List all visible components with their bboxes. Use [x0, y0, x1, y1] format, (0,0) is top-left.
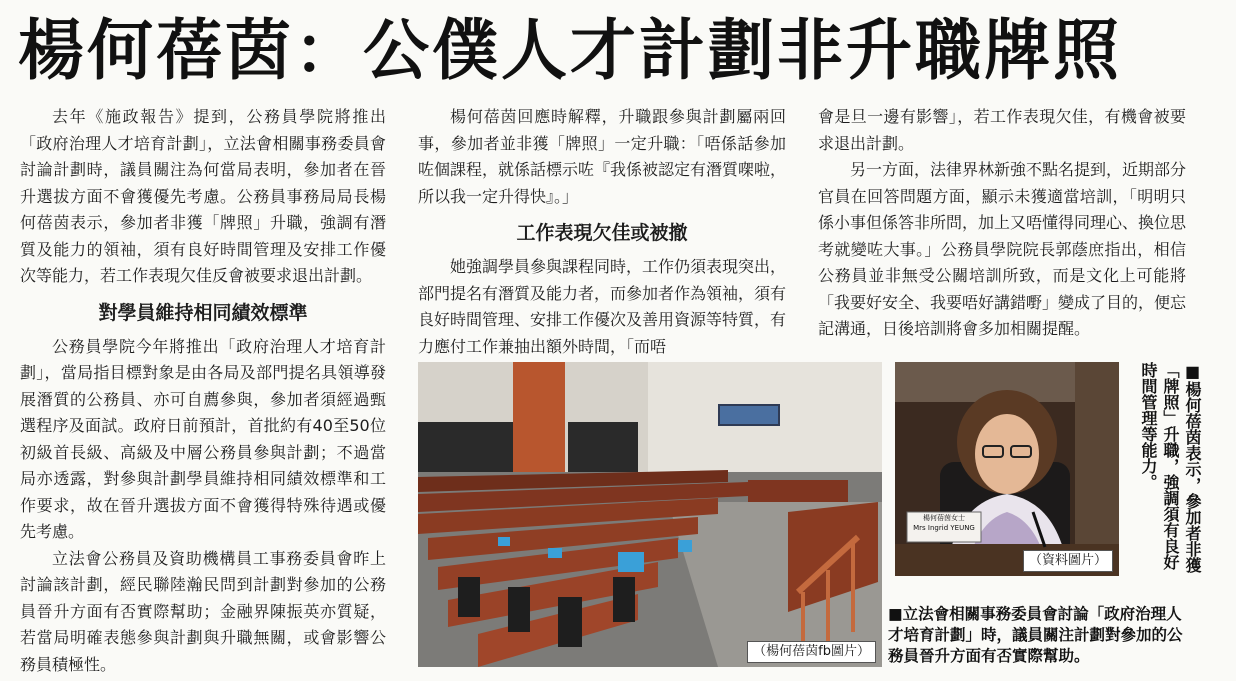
- paragraph: 去年《施政報告》提到，公務員學院將推出「政府治理人才培育計劃」，立法會相關事務委員會討論計劃時，議員關注為何當局表明，參加者在晉升選拔方面不會獲優先考慮。公務員事務局局長楊何蓓茵表示，參加者非獲「牌照」升職，強調有潛質及能力的領袖，須有良好時間管理及安排工作優次等能力，若工作表現欠佳反會被要求退出計劃。: [20, 107, 386, 285]
- nameplate-chinese: 楊何蓓茵女士: [923, 514, 965, 522]
- article-column-3: [818, 104, 1186, 343]
- nameplate-english: Mrs Ingrid YEUNG: [913, 524, 975, 532]
- paragraph: 楊何蓓茵回應時解釋，升職跟參與計劃屬兩回事，參加者並非獲「牌照」一定升職：「唔係話參加咗個課程，就係話標示咗『我係被認定有潛質㗎啦，所以我一定升得快』。」: [418, 107, 787, 206]
- paragraph: 公務員學院今年將推出「政府治理人才培育計劃」，當局指目標對象是由各局及部門提名具領導發展潛質的公務員、亦可自薦參與，參加者須經過甄選程序及面試。政府日前預計，首批約有40至50位初級首長級、高級及中層公務員參與計劃；不過當局亦透露，對參與計劃學員維持相同績效標準和工作要求，故在晉升選拔方面不會獲得特殊待遇或優先考慮。: [20, 336, 386, 541]
- photo-credit: （楊何蓓茵fb圖片）: [747, 641, 876, 663]
- article-column-1: [20, 104, 386, 678]
- headline: 楊何蓓茵：公僕人才計劃非升職牌照: [18, 11, 1122, 89]
- paragraph: 會是旦一邊有影響」，若工作表現欠佳，有機會被要求退出計劃。: [818, 107, 1186, 153]
- subheading: 對學員維持相同績效標準: [98, 301, 308, 324]
- article-column-2: [418, 104, 786, 360]
- official-portrait-photo: [895, 362, 1119, 576]
- subheading: 工作表現欠佳或被撤: [516, 222, 688, 244]
- portrait-illustration: [895, 362, 1119, 576]
- paragraph: 她強調學員參與課程同時，工作仍須表現突出，部門提名有潛質及能力者，而參加者作為領袖，須有良好時間管理、安排工作優次及善用資源等特質，有力應付工作兼抽出額外時間，「而唔: [418, 257, 787, 356]
- portrait-caption: ■楊何蓓茵表示，參加者非獲「牌照」升職，強調須有良好時間管理等能力。: [1139, 362, 1202, 573]
- chamber-illustration: [418, 362, 882, 667]
- nameplate-text: [907, 513, 981, 533]
- paragraph: 立法會公務員及資助機構員工事務委員會昨上討論該計劃，經民聯陸瀚民問到計劃對參加的公務員晉升方面有否實際幫助；金融界陳振英亦質疑，若當局明確表態參與計劃與升職無關，或會影響公務員積極性。: [20, 548, 386, 674]
- chamber-caption: ■立法會相關事務委員會討論「政府治理人才培育計劃」時，議員關注計劃對參加的公務員晉升方面有否實際幫助。: [888, 605, 1183, 665]
- legco-chamber-photo: [418, 362, 882, 667]
- paragraph: 另一方面，法律界林新強不點名提到，近期部分官員在回答問題方面，顯示未獲適當培訓，「明明只係小事但係答非所問，加上又唔懂得同理心、換位思考就變咗大事。」公務員學院院長郭蔭庶指出，相信公務員並非無受公關培訓所致，而是文化上可能將「我要好安全、我要唔好講錯嘢」變成了目的，便忘記溝通，日後培訓將會多加相關提醒。: [818, 160, 1187, 338]
- photo-credit: （資料圖片）: [1023, 550, 1113, 572]
